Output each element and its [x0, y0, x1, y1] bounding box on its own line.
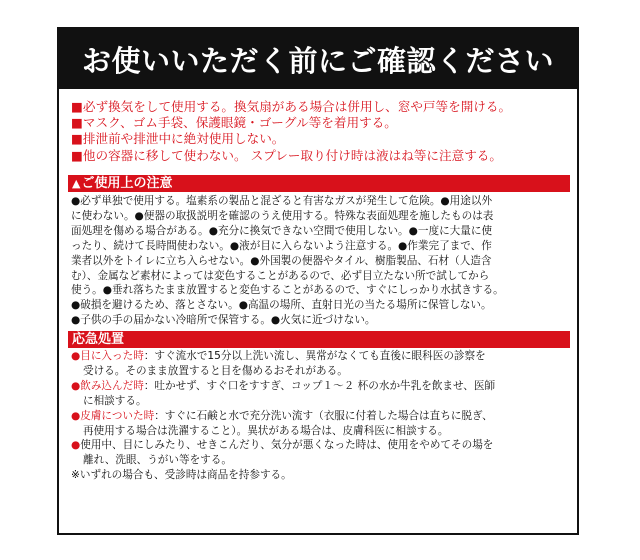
caution-line: 面処理を傷める場合がある。●充分に換気できない空間で使用しない。●一度に大量に使 — [71, 224, 493, 237]
caution-line: ●必ず単独で使用する。塩素系の製品と混ざると有害なガスが発生して危険。●用途以外 — [71, 195, 493, 207]
first-aid-item-continuation: に相談する。 — [83, 394, 147, 407]
first-aid-label: 皮膚についた時 — [80, 409, 155, 422]
first-aid-label: 目に入った時 — [80, 350, 144, 362]
first-aid-item-skin: ●皮膚についた時：すぐに石鹸と水で充分洗い流す（衣服に付着した場合は直ちに脱ぎ、 — [71, 409, 493, 422]
caution-title: ご使用上の注意 — [81, 176, 173, 191]
warning-item: ■排泄前や排泄中に絶対使用しない。 — [71, 131, 285, 147]
caution-line: に使わない。●便器の取扱説明を確認のうえ使用する。特殊な表面処理を施したものは表 — [71, 209, 494, 222]
warning-triangle-icon: ▲ — [72, 177, 81, 190]
caution-line: ●子供の手の届かない冷暗所で保管する。●火気に近づけない。 — [71, 314, 376, 327]
first-aid-label: 飲み込んだ時 — [80, 379, 144, 392]
warning-list — [71, 99, 571, 164]
first-aid-item-eyes: ●目に入った時：すぐ流水で15分以上洗い流し、異常がなくても直後に眼科医の診察を — [71, 350, 486, 362]
caution-line: ったり、続けて長時間使わない。●液が目に入らないよう注意する。●作業完了まで、作 — [71, 239, 492, 252]
caution-line: む）、金属など素材によっては変色することがあるので、必ず目立たない所で試してから — [71, 269, 490, 282]
first-aid-item-continuation: 再使用する場合は洗濯すること）。異状がある場合は、皮膚科医に相談する。 — [83, 424, 449, 437]
first-aid-item-continuation: 離れ、洗眼、うがい等をする。 — [83, 454, 232, 467]
first-aid-section-header — [68, 331, 570, 348]
first-aid-item-continuation: 受ける。そのまま放置すると目を傷めるおそれがある。 — [83, 364, 348, 377]
caution-line: ●破損を避けるため、落とさない。●高温の場所、直射日光の当たる場所に保管しない。 — [71, 299, 492, 312]
first-aid-body — [71, 349, 571, 483]
first-aid-item-general: ●使用中、目にしみたり、せきこんだり、気分が悪くなった時は、使用をやめてその場を — [71, 439, 494, 452]
first-aid-item-swallowed: ●飲み込んだ時：吐かせず、すぐ口をすすぎ、コップ１～２ 杯の水か牛乳を飲ませ、医師 — [71, 379, 496, 392]
warning-item: ■マスク、ゴム手袋、保護眼鏡・ゴーグル等を着用する。 — [71, 115, 397, 131]
caution-line: 使う。●垂れ落ちたまま放置すると変色することがあるので、すぐにしっかり水拭きする。 — [71, 284, 504, 297]
caution-line: 業者以外をトイレに立ち入らせない。●外国製の便器やタイル、樹脂製品、石材（人造含 — [71, 254, 492, 267]
caution-section-header — [68, 175, 570, 192]
warning-item: ■必ず換気をして使用する。換気扇がある場合は併用し、窓や戸等を開ける。 — [71, 99, 512, 114]
page-title: お使いいただく前にご確認ください — [59, 29, 577, 89]
first-aid-title: 応急処置 — [72, 332, 125, 347]
notice-panel — [57, 27, 579, 535]
caution-body — [71, 194, 571, 328]
warning-item: ■他の容器に移して使わない。 スプレー取り付け時は液はね等に注意する。 — [71, 147, 502, 163]
first-aid-note: ※いずれの場合も、受診時は商品を持参する。 — [71, 469, 292, 482]
